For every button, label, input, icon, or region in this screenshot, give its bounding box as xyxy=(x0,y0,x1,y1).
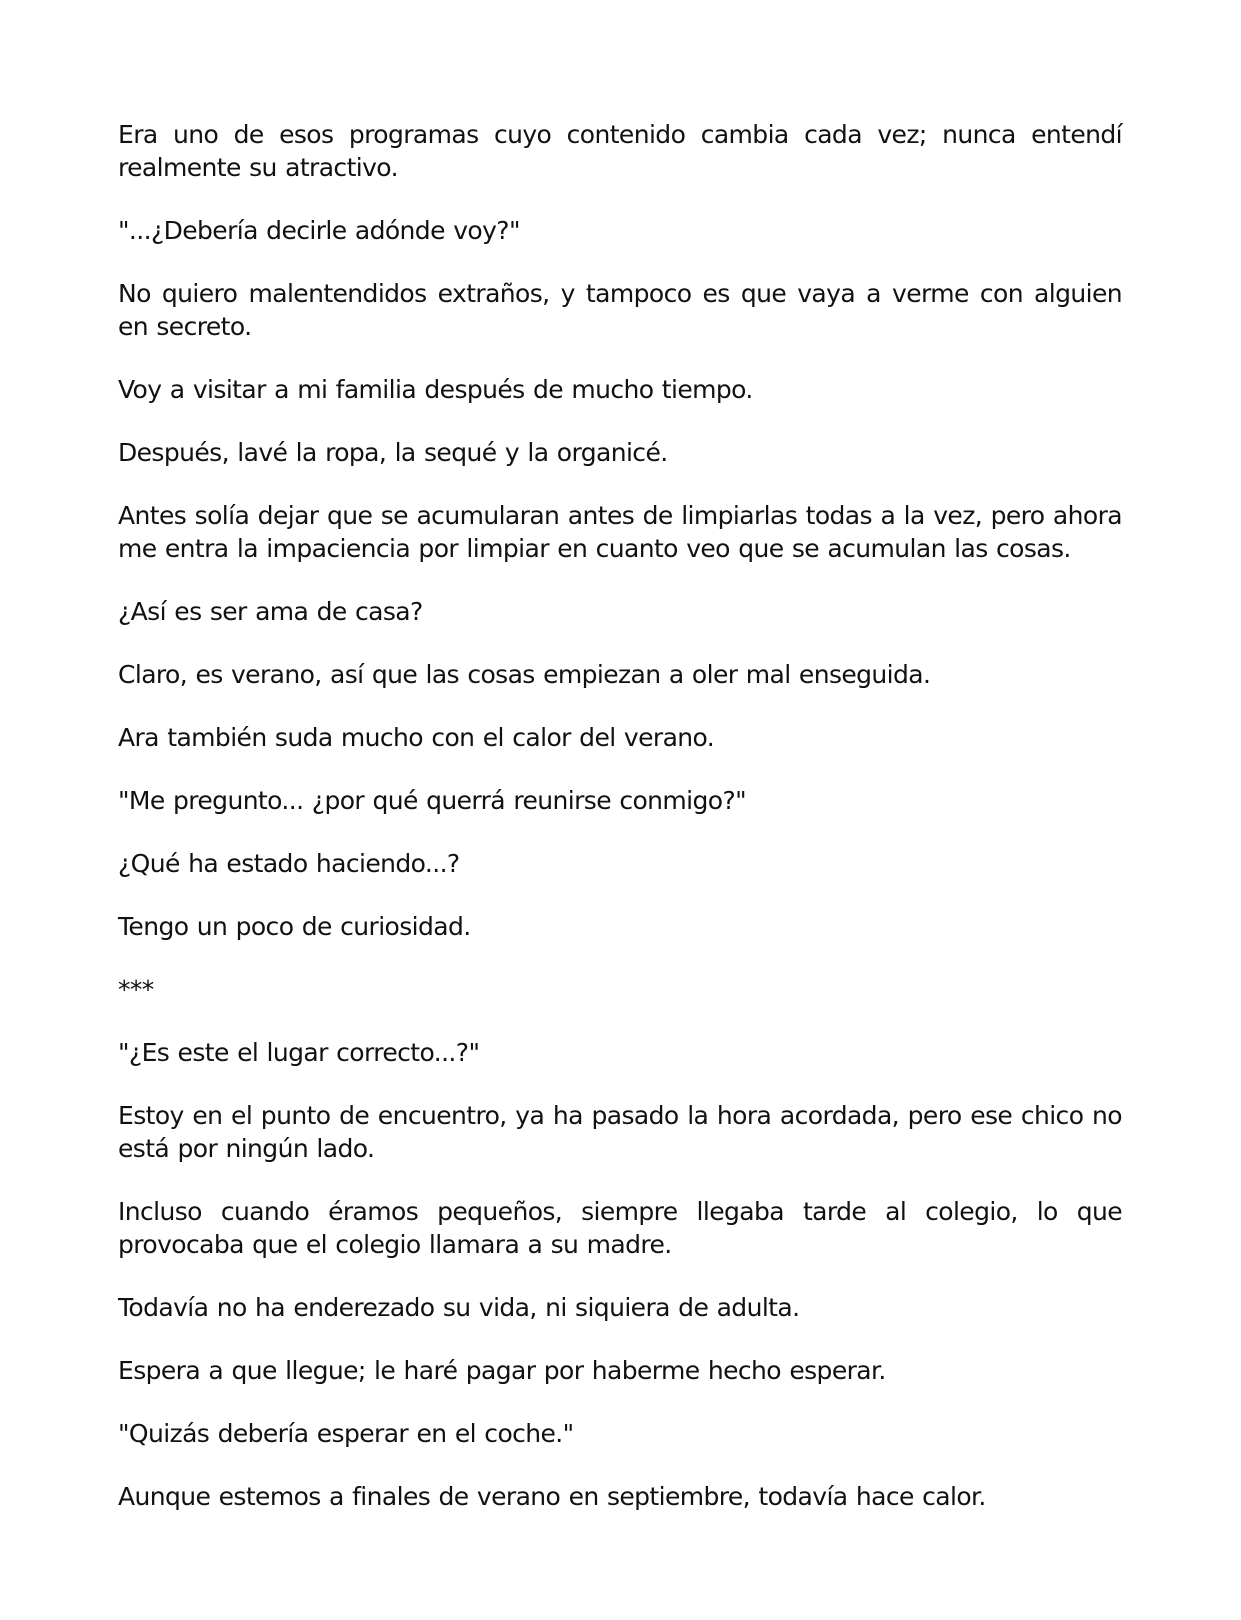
paragraph: Antes solía dejar que se acumularan antes de limpiarlas todas a la vez, pero ahora me entra la impaciencia por limpiar en cuanto veo que se acumulan las cosas. xyxy=(118,501,1122,563)
paragraph: "¿Es este el lugar correcto...?" xyxy=(118,1038,480,1067)
paragraph: "Me pregunto... ¿por qué querrá reunirse conmigo?" xyxy=(118,786,747,815)
paragraph: Después, lavé la ropa, la sequé y la organicé. xyxy=(118,438,668,467)
paragraph: Incluso cuando éramos pequeños, siempre llegaba tarde al colegio, lo que provocaba que el colegio llamara a su madre. xyxy=(118,1197,1122,1259)
paragraph: Estoy en el punto de encuentro, ya ha pasado la hora acordada, pero ese chico no está por ningún lado. xyxy=(118,1101,1122,1163)
paragraph: Todavía no ha enderezado su vida, ni siquiera de adulta. xyxy=(118,1293,800,1322)
paragraph: Ara también suda mucho con el calor del verano. xyxy=(118,723,715,752)
paragraph: ¿Así es ser ama de casa? xyxy=(118,597,423,626)
paragraph: Espera a que llegue; le haré pagar por haberme hecho esperar. xyxy=(118,1356,886,1385)
paragraph: Voy a visitar a mi familia después de mucho tiempo. xyxy=(118,375,753,404)
paragraph: "...¿Debería decirle adónde voy?" xyxy=(118,216,520,245)
paragraph: Tengo un poco de curiosidad. xyxy=(118,912,471,941)
paragraph: Era uno de esos programas cuyo contenido cambia cada vez; nunca entendí realmente su atractivo. xyxy=(118,120,1122,182)
paragraph: ¿Qué ha estado haciendo...? xyxy=(118,849,460,878)
paragraph: No quiero malentendidos extraños, y tampoco es que vaya a verme con alguien en secreto. xyxy=(118,279,1122,341)
paragraph: "Quizás debería esperar en el coche." xyxy=(118,1419,574,1448)
section-separator: *** xyxy=(118,975,154,1004)
paragraph: Claro, es verano, así que las cosas empiezan a oler mal enseguida. xyxy=(118,660,931,689)
document-body xyxy=(118,118,1122,1543)
paragraph: Aunque estemos a finales de verano en septiembre, todavía hace calor. xyxy=(118,1482,986,1511)
